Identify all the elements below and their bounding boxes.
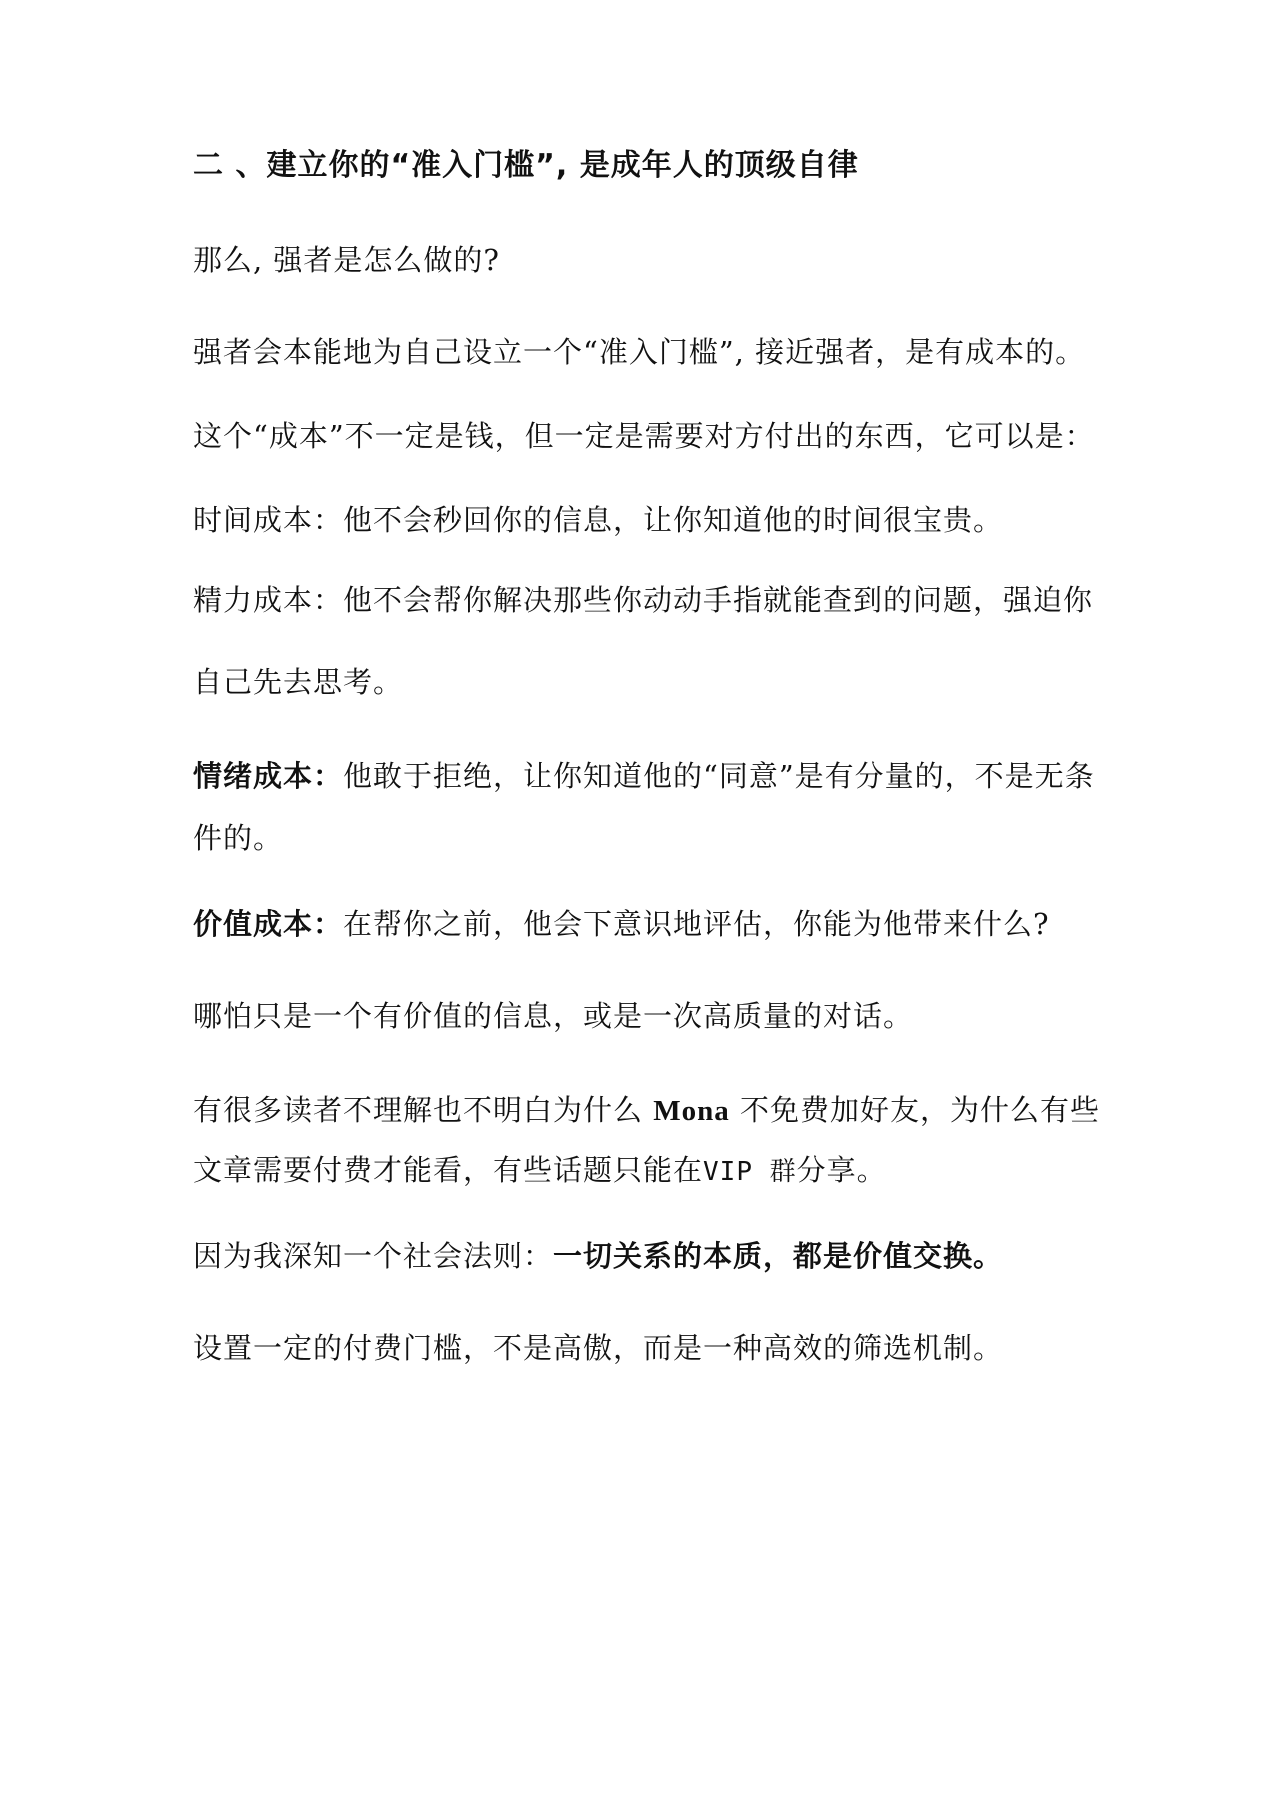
paragraph-readers-line1 xyxy=(193,1090,1100,1131)
author-name: Mona xyxy=(653,1095,730,1127)
vip-group-text: VIP 群 xyxy=(703,1157,797,1187)
paragraph-emotion-cost-line1 xyxy=(193,756,1093,796)
paragraph-energy-cost-line2: 自己先去思考。 xyxy=(193,665,404,699)
paragraph-readers-line2 xyxy=(193,1150,1093,1192)
section-heading: 二 、建立你的“准入门槛”, 是成年人的顶级自律 xyxy=(193,148,859,183)
paragraph-social-law xyxy=(193,1236,1093,1276)
readers-text-4: 分享。 xyxy=(796,1153,887,1187)
paragraph-question: 那么, 强者是怎么做的? xyxy=(193,243,500,277)
social-law-bold: 一切关系的本质，都是价值交换。 xyxy=(553,1239,1004,1273)
paragraph-value-cost xyxy=(193,904,1093,944)
emotion-cost-label: 情绪成本： xyxy=(193,759,344,793)
readers-text-3: 文章需要付费才能看，有些话题只能在 xyxy=(193,1153,704,1187)
value-cost-label: 价值成本： xyxy=(193,907,344,941)
paragraph-time-cost: 时间成本：他不会秒回你的信息，让你知道他的时间很宝贵。 xyxy=(193,503,1004,537)
value-cost-text: 在帮你之前，他会下意识地评估，你能为他带来什么? xyxy=(343,907,1050,941)
paragraph-energy-cost-line1: 精力成本：他不会帮你解决那些你动动手指就能查到的问题，强迫你 xyxy=(193,583,1094,617)
paragraph-even-if: 哪怕只是一个有价值的信息，或是一次高质量的对话。 xyxy=(193,999,914,1033)
paragraph-emotion-cost-line2: 件的。 xyxy=(193,821,284,855)
paragraph-cost-intro: 这个“成本”不一定是钱，但一定是需要对方付出的东西，它可以是： xyxy=(193,419,1095,453)
readers-text-2: 不免费加好友，为什么有些 xyxy=(729,1093,1100,1127)
emotion-cost-text: 他敢于拒绝，让你知道他的“同意”是有分量的，不是无条 xyxy=(343,759,1095,793)
paragraph-threshold: 强者会本能地为自己设立一个“准入门槛”, 接近强者，是有成本的。 xyxy=(193,335,1086,369)
readers-text-1: 有很多读者不理解也不明白为什么 xyxy=(193,1093,654,1127)
social-law-intro: 因为我深知一个社会法则： xyxy=(193,1239,554,1273)
paragraph-paywall: 设置一定的付费门槛，不是高傲，而是一种高效的筛选机制。 xyxy=(193,1331,1004,1365)
